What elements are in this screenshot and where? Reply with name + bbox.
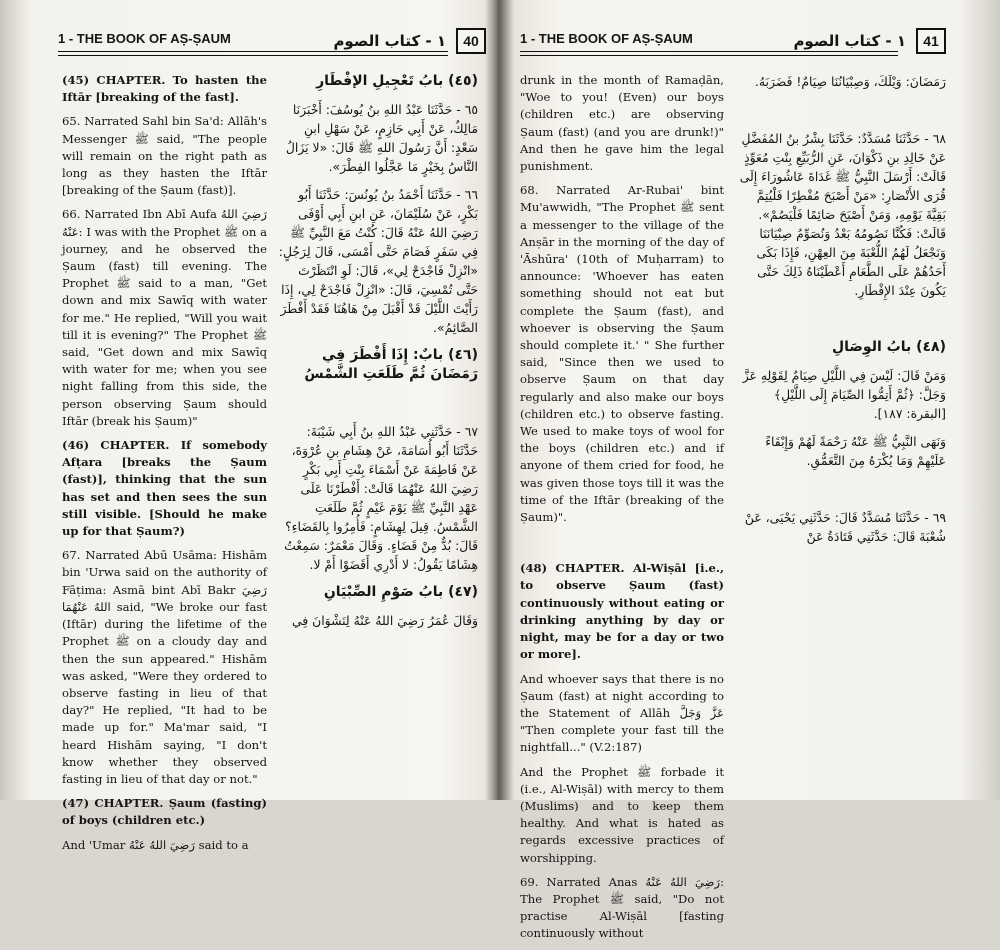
paragraph: وَنَهَى النَّبِيُّ ﷺ عَنْهُ رَحْمَةً لَهُمْ وَإِبْقَاءً عَلَيْهِمْ وَمَا يُكْرَهُ مِنَ التَّعَمُّقِ.: [765, 434, 946, 468]
chapter-heading: (٤٧) بابُ صَوْمِ الصِّبْيَانِ: [323, 584, 478, 600]
header-rule: [58, 55, 448, 56]
page-header: [58, 24, 486, 54]
chapter-heading: (45) CHAPTER. To hasten the Iftār [breaking of the fast].: [62, 73, 267, 105]
arabic-column: [736, 72, 946, 555]
right-page: [506, 0, 1000, 941]
paragraph-spacer: [736, 479, 946, 499]
paragraph-spacer: [736, 100, 946, 120]
paragraph: And 'Umar رَضِيَ اللهُ عَنْهُ said to a: [62, 837, 249, 852]
arabic-book-title: ١ - كتاب الصوم: [793, 32, 906, 50]
chapter-heading: (٤٦) بابٌ: إِذَا أَفْطَرَ فِي رَمَضَانَ ثُمَّ طَلَعَتِ الشَّمْسُ: [304, 347, 478, 382]
paragraph: ٦٦ - حَدَّثَنَا أَحْمَدُ بنُ يُونُسَ: حَدَّثَنَا أَبُو بَكْرٍ، عَنْ سُلَيْمَانَ، عَنِ ابنِ أَبِي أَوْفَى رَضِيَ اللهُ عَنْهُ قَالَ: كُنْتُ مَعَ النَّبِيِّ ﷺ فِي سَفَرٍ فَصَامَ حَتَّى أَمْسَى، قَالَ لِرَجُلٍ: «انْزِلْ فَاجْدَحْ لِي»، قَالَ: لَوِ انْتَظَرْتَ حَتَّى تُمْسِيَ، قَالَ: «انْزِلْ فَاجْدَحْ لِي، إِذَا رَأَيْتَ اللَّيْلَ قَدْ أَقْبَلَ مِنْ هَاهُنَا فَقَدْ أَفْطَرَ الصَّائِمُ».: [278, 187, 478, 335]
book-title: 1 - THE BOOK OF AṢ-ṢAUM: [520, 31, 693, 46]
paragraph: And the Prophet ﷺ forbade it (i.e., Al-Wiṣāl) with mercy to them (Muslims) and to keep them healthy. And what is hated as regards excessive practices of worshipping.: [520, 764, 724, 865]
paragraph: drunk in the month of Ramaḍān, "Woe to you! (Even) our boys (children etc.) are observing Ṣaum (fast) (and you are drunk!)" And then he gave him the legal punishment.: [520, 73, 724, 174]
chapter-heading: (47) CHAPTER. Ṣaum (fasting) of boys (children etc.): [62, 796, 267, 828]
page-number: 41: [916, 28, 946, 54]
paragraph: رَمَضَانَ: وَيْلَكَ، وَصِبْيَانُنَا صِيَامٌ! فَضَرَبَهُ.: [754, 74, 946, 89]
paragraph-spacer: [736, 309, 946, 329]
header-rule: [520, 55, 898, 56]
paragraph: وَمَنْ قَالَ: لَيْسَ فِي اللَّيْلِ صِيَامٌ لِقَوْلِهِ عَزَّ وَجَلَّ: ﴿ثُمَّ أَتِمُّوا الصِّيَامَ إِلَى اللَّيْلِ﴾ [البقرة: ١٨٧].: [742, 368, 946, 421]
paragraph-spacer: [520, 533, 724, 553]
chapter-heading: (٤٨) بابُ الوِصَالِ: [832, 339, 946, 355]
paragraph: 66. Narrated Ibn Abī Aufa رَضِيَ اللهُ عَنْهُ: I was with the Prophet ﷺ on a journey, and he observed the Ṣaum (fast) till evening. The Prophet ﷺ said to a man, "Get down and mix Sawīq with water for me." He replied, "Will you wait till it is evening?" The Prophet ﷺ said, "Get down and mix Sawīq with water for me; when you see night falling from this side, the person observing Ṣaum should Iftār (break his Ṣaum)": [62, 207, 267, 428]
paragraph: وَقَالَ عُمَرُ رَضِيَ اللهُ عَنْهُ لِنَشْوَانَ فِي: [291, 613, 478, 628]
page-header: [520, 24, 990, 54]
paragraph: ٦٥ - حَدَّثَنَا عَبْدُ اللهِ بنُ يُوسُفَ: أَخْبَرَنَا مَالِكٌ، عَنْ أَبِي حَازِمٍ، عَنْ سَهْلِ ابنِ سَعْدٍ: أَنَّ رَسُولَ اللهِ ﷺ قَالَ: «لا يَزَالُ النَّاسُ بِخَيْرٍ مَا عَجَّلُوا الفِطْرَ».: [285, 102, 478, 174]
paragraph: ٦٧ - حَدَّثَنِي عَبْدُ اللهِ بنُ أَبِي شَيْبَةَ: حَدَّثَنَا أَبُو أُسَامَةَ، عَنْ هِشَامِ بنِ عُرْوَةَ، عَنْ فَاطِمَةَ عَنْ أَسْمَاءَ بِنْتِ أَبِي بَكْرٍ رَضِيَ اللهُ عَنْهُمَا قَالَتْ: أَفْطَرْنَا عَلَى عَهْدِ النَّبِيِّ ﷺ يَوْمَ غَيْمٍ ثُمَّ طَلَعَتِ الشَّمْسُ. قِيلَ لِهِشَامٍ: فَأُمِرُوا بِالقَضَاءِ؟ قَالَ: بُدٌّ مِنْ قَضَاءٍ. وَقَالَ مَعْمَرٌ: سَمِعْتُ هِشَامًا يَقُولُ: لا أَدْرِي أَقَضَوْا أَمْ لا.: [284, 424, 478, 572]
english-column: [62, 72, 267, 861]
paragraph: 67. Narrated Abū Usāma: Hishām bin 'Urwa said on the authority of Fāṭima: Asmā bint Abī Bakr رَضِيَ اللهُ عَنْهُمَا said, "We broke our fast (Iftār) during the lifetime of the Prophet ﷺ on a cloudy day and then the sun appeared." Hishām was asked, "Were they ordered to observe fasting in lieu of that day?" He replied, "It had to be made up for." Ma'mar said, "I heard Hishām saying, "I don't know whether they observed fasting in lieu of that day or not.": [62, 548, 268, 786]
book-title: 1 - THE BOOK OF AṢ-ṢAUM: [58, 31, 231, 46]
header-rule: [58, 51, 448, 52]
header-rule: [520, 51, 898, 52]
paragraph: And whoever says that there is no Ṣaum (fast) at night according to the Statement of Allāh عَزَّ وَجَلَّ "Then complete your fast till the nightfall..." (V.2:187): [520, 671, 724, 755]
paragraph: ٦٨ - حَدَّثَنَا مُسَدَّدٌ: حَدَّثَنَا بِشْرُ بنُ المُفَضَّلِ عَنْ خَالِدِ بنِ ذَكْوَانَ، عَنِ الرُّبَيِّعِ بِنْتِ مُعَوِّذٍ قَالَتْ: أَرْسَلَ النَّبِيُّ ﷺ غَدَاةَ عَاشُورَاءَ إِلَى قُرَى الأَنْصَارِ: «مَنْ أَصْبَحَ مُفْطِرًا فَلْيُتِمَّ بَقِيَّةَ يَوْمِهِ، وَمَنْ أَصْبَحَ صَائِمًا فَلْيَصُمْ». قَالَتْ: فَكُنَّا نَصُومُهُ بَعْدُ وَنُصَوِّمُ صِبْيَانَنَا وَنَجْعَلُ لَهُمُ اللُّعْبَةَ مِنَ العِهْنِ، فَإِذَا بَكَى أَحَدُهُمْ عَلَى الطَّعَامِ أَعْطَيْنَاهُ ذَلِكَ حَتَّى يَكُونَ عِنْدَ الإِفْطَارِ.: [739, 131, 946, 298]
left-page: [0, 0, 494, 852]
paragraph: 68. Narrated Ar-Rubai' bint Mu'awwidh, "The Prophet ﷺ sent a messenger to the village of the Anṣār in the morning of the day of 'Āshūra' (10th of Muḥarram) to announce: 'Whoever has eaten something should not eat but complete the Ṣaum (fast), and whoever is observing the Ṣaum should complete it.' " She further said, "Since then we used to observe Ṣaum on that day regularly and also make our boys (children etc.) to observe fasting. We used to make toys of wool for the boys (children etc.) and if anyone of them cried for food, he was given those toys till it was the time of the Iftār (breaking of the Ṣaum)".: [520, 183, 725, 525]
paragraph: 65. Narrated Sahl bin Sa'd: Allāh's Messenger ﷺ said, "The people will remain on the right path as long as they hasten the Iftār [breaking of the Ṣaum (fast)].: [62, 114, 267, 198]
page-number: 40: [456, 28, 486, 54]
arabic-column: [278, 72, 478, 639]
paragraph: ٦٩ - حَدَّثَنَا مُسَدَّدٌ قَالَ: حَدَّثَنِي يَحْيَى، عَنْ شُعْبَةَ قَالَ: حَدَّثَنِي قَتَادَةُ عَنْ: [744, 510, 946, 544]
chapter-heading: (٤٥) بابُ تَعْجِيلِ الإفْطَارِ: [316, 73, 478, 89]
paragraph: 69. Narrated Anas رَضِيَ اللهُ عَنْهُ: The Prophet ﷺ said, "Do not practise Al-Wiṣāl [fasting continuously without: [520, 874, 724, 941]
arabic-book-title: ١ - كتاب الصوم: [333, 32, 446, 50]
chapter-heading: (48) CHAPTER. Al-Wiṣāl [i.e., to observe Ṣaum (fast) continuously without eating or drinking anything by day or night, may be for a day or two or more].: [520, 561, 724, 662]
english-column: [520, 72, 724, 950]
paragraph-spacer: [278, 393, 478, 413]
chapter-heading: (46) CHAPTER. If somebody Afṭara [breaks the Ṣaum (fast)], thinking that the sun has set and then sees the sun still visible. [Should he make up for that Ṣaum?): [62, 438, 267, 539]
